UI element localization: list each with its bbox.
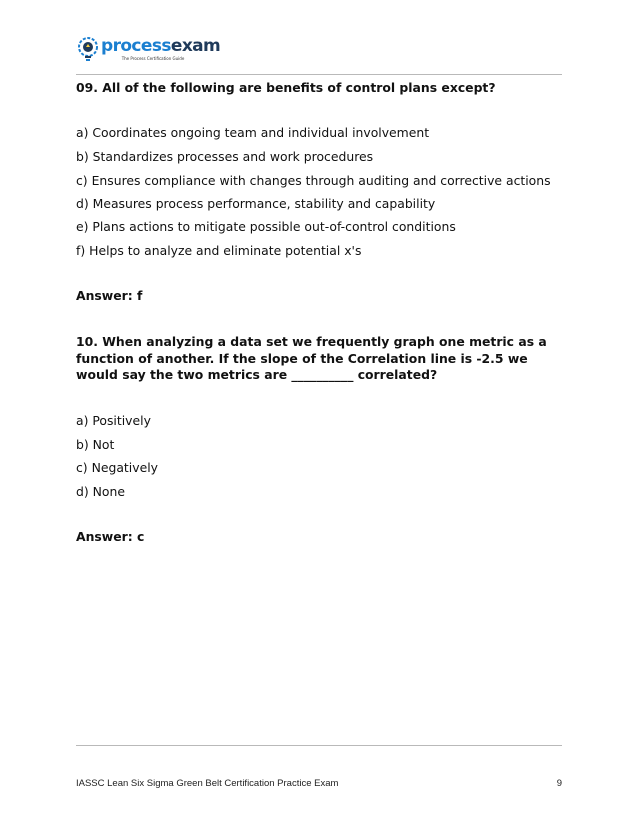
- question-9-option-e: e) Plans actions to mitigate possible out-of-control conditions: [76, 219, 456, 234]
- logo-wordmark-process: process: [101, 36, 171, 56]
- logo-wordmark: [101, 37, 220, 55]
- logo-tagline: The Process Certification Guide: [121, 56, 185, 61]
- question-10-option-c: c) Negatively: [76, 460, 158, 475]
- lightbulb-gear-icon: [76, 36, 100, 62]
- question-9-option-f: f) Helps to analyze and eliminate potential x's: [76, 243, 362, 258]
- footer-divider: [76, 745, 562, 746]
- question-10-option-d: d) None: [76, 484, 125, 499]
- question-10-option-b: b) Not: [76, 437, 115, 452]
- question-10-text: 10. When analyzing a data set we frequently graph one metric as a function of another. If the slope of the Correlation line is -2.5 we would say the two metrics are __________ correlated?: [76, 334, 547, 382]
- question-10-answer: Answer: c: [76, 529, 145, 544]
- question-9-option-b: b) Standardizes processes and work procedures: [76, 149, 374, 164]
- question-9-answer: Answer: f: [76, 288, 143, 303]
- header-divider: [76, 74, 562, 75]
- footer-title: IASSC Lean Six Sigma Green Belt Certification Practice Exam: [76, 778, 339, 789]
- page-number: 9: [556, 778, 562, 789]
- logo-wordmark-exam: exam: [170, 36, 221, 56]
- question-10-option-a: a) Positively: [76, 413, 151, 428]
- question-9-text: 09. All of the following are benefits of control plans except?: [76, 80, 496, 95]
- question-9-option-a: a) Coordinates ongoing team and individual involvement: [76, 125, 430, 140]
- question-9-option-d: d) Measures process performance, stability and capability: [76, 196, 436, 211]
- question-9-option-c: c) Ensures compliance with changes through auditing and corrective actions: [76, 173, 551, 188]
- processexam-logo: [76, 36, 221, 66]
